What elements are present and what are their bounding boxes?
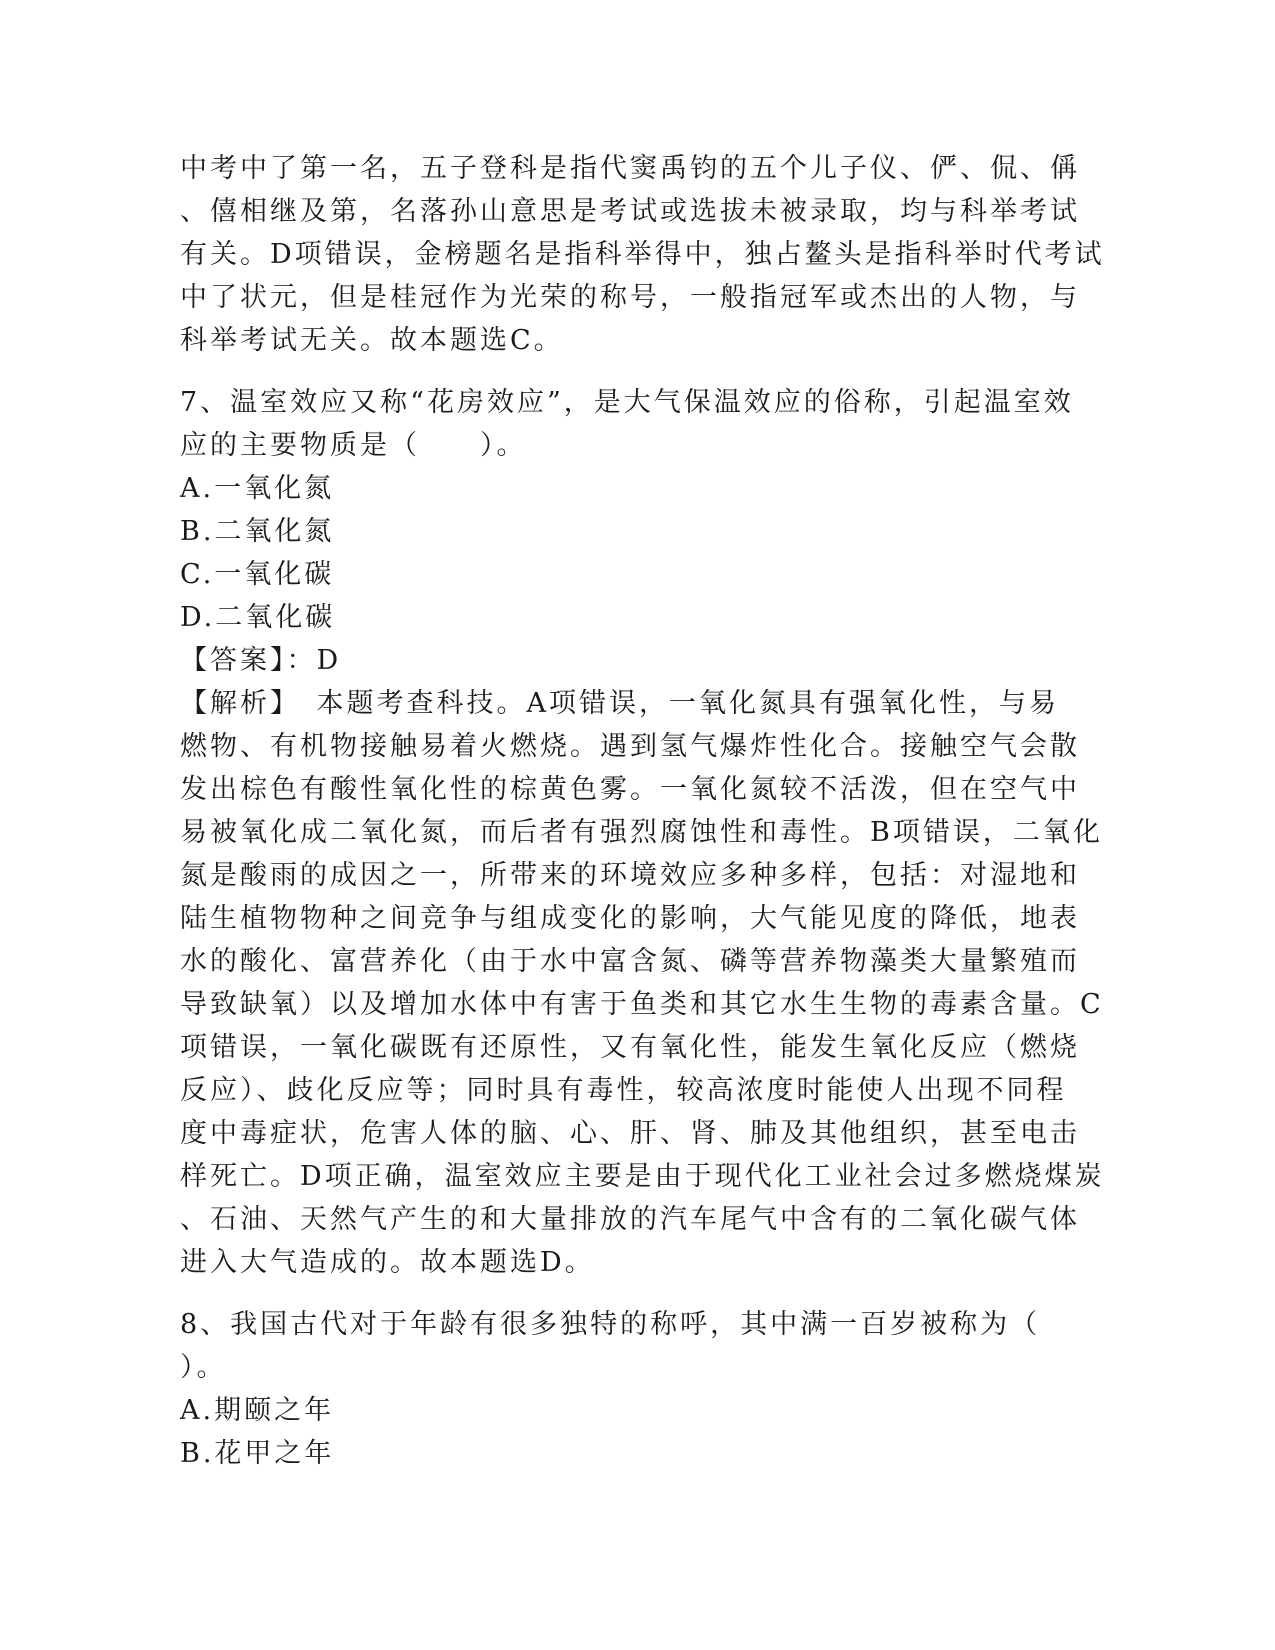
explanation-line: 样死亡。D项正确，温室效应主要是由于现代化工业社会过多燃烧煤炭 [180,1161,1105,1192]
prev-explanation-tail [180,147,1105,362]
document-page [180,147,1105,1475]
explanation-line: 发出棕色有酸性氧化性的棕黄色雾。一氧化氮较不活泼，但在空气中 [180,774,1080,805]
explanation-line: 氮是酸雨的成因之一，所带来的环境效应多种多样，包括：对湿地和 [180,860,1080,891]
explanation-line: 易被氧化成二氧化氮，而后者有强烈腐蚀性和毒性。B项错误，二氧化 [180,817,1103,848]
question-stem: 8、我国古代对于年龄有很多独特的称呼，其中满一百岁被称为（ [180,1309,1041,1340]
option-d: D.二氧化碳 [180,602,336,633]
text-line: 有关。D项错误，金榜题名是指科举得中，独占鳌头是指科举时代考试 [180,239,1105,270]
explanation-line: 导致缺氧）以及增加水体中有害于鱼类和其它水生生物的毒素含量。C [180,989,1104,1020]
text-line: 、僖相继及第，名落孙山意思是考试或选拔未被录取，均与科举考试 [180,196,1080,227]
explanation-line: 项错误，一氧化碳既有还原性，又有氧化性，能发生氧化反应（燃烧 [180,1032,1080,1063]
option-a: A.一氧化氮 [180,473,335,504]
option-c: C.一氧化碳 [180,559,335,590]
explanation-line: 燃物、有机物接触易着火燃烧。遇到氢气爆炸性化合。接触空气会散 [180,731,1080,762]
text-line: 科举考试无关。故本题选C。 [180,325,564,356]
question-stem: 应的主要物质是（ ）。 [180,430,527,461]
question-stem: ）。 [180,1352,227,1383]
explanation-line: 、石油、天然气产生的和大量排放的汽车尾气中含有的二氧化碳气体 [180,1204,1080,1235]
question-8 [180,1303,1080,1475]
text-line: 中考中了第一名，五子登科是指代窦禹钧的五个儿子仪、俨、侃、偁 [180,153,1080,184]
explanation-line: 度中毒症状，危害人体的脑、心、肝、肾、肺及其他组织，甚至电击 [180,1118,1080,1149]
explanation-line: 进入大气造成的。故本题选D。 [180,1247,595,1278]
text-line: 中了状元，但是桂冠作为光荣的称号，一般指冠军或杰出的人物，与 [180,282,1080,313]
explanation-line: 陆生植物物种之间竞争与组成变化的影响，大气能见度的降低，地表 [180,903,1080,934]
question-7 [180,381,1105,1284]
option-b: B.二氧化氮 [180,516,335,547]
option-b: B.花甲之年 [180,1438,335,1469]
option-a: A.期颐之年 [180,1395,335,1426]
explanation-line: 【解析】 本题考查科技。A项错误，一氧化氮具有强氧化性，与易 [180,688,1059,719]
question-stem: 7、温室效应又称“花房效应”，是大气保温效应的俗称，引起温室效 [180,387,1074,418]
answer-line: 【答案】：D [180,645,342,676]
explanation-line: 水的酸化、富营养化（由于水中富含氮、磷等营养物藻类大量繁殖而 [180,946,1080,977]
explanation-line: 反应）、歧化反应等；同时具有毒性，较高浓度时能使人出现不同程 [180,1075,1067,1106]
